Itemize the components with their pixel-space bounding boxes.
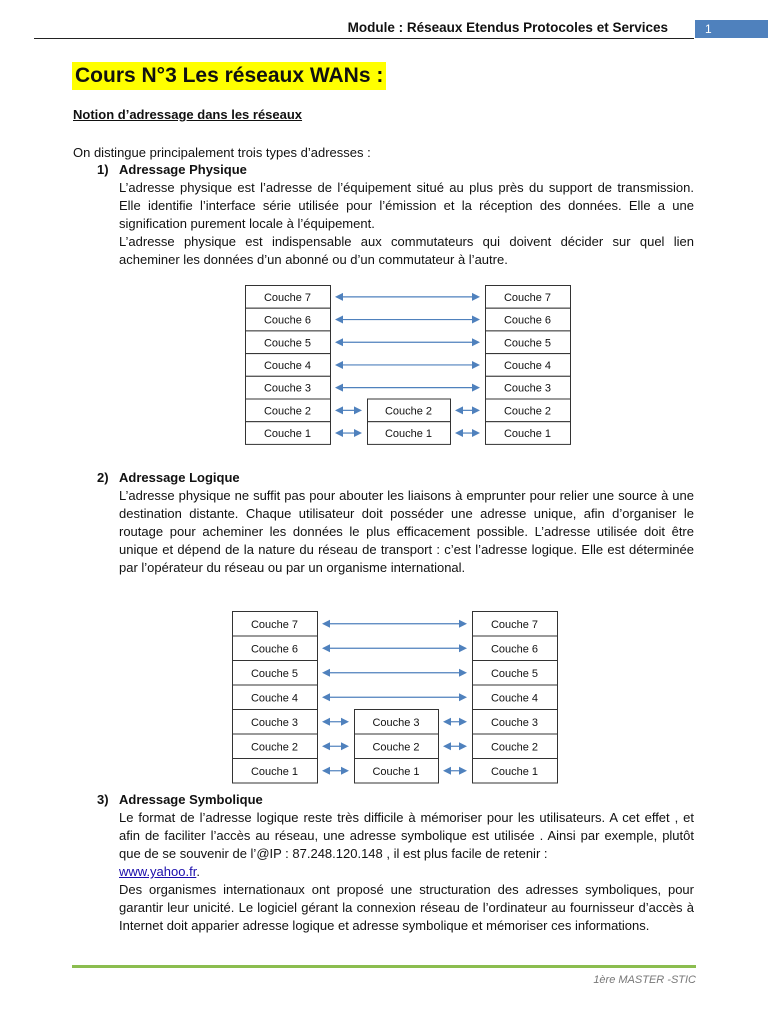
end-to-end-arrow <box>335 316 480 324</box>
link-suffix: . <box>196 864 200 879</box>
page-number: 1 <box>695 20 768 38</box>
end-to-end-arrow <box>335 338 480 346</box>
end-to-end-arrow <box>335 361 480 369</box>
left-layer-label: Couche 3 <box>250 716 299 729</box>
left-layer-label: Couche 4 <box>250 692 299 705</box>
heading-logique <box>97 469 240 487</box>
heading-label: Adressage Logique <box>119 470 240 485</box>
physique-paragraph-1: L’adresse physique est l’adresse de l’équipement situé au plus près du support de transmission. Elle identifie l’interface série utilisée pour l’émission et la réception des données. Elle a une signification purement locale à l’équipement. <box>119 180 694 231</box>
symbolique-text: Le format de l’adresse logique reste très difficile à mémoriser pour les utilisateurs. A cet effet , et afin de faciliter l’accès au réseau, une adresse symbolique est utilisée . Ainsi par exemple, plutôt que de se souvenir de l’@IP : 87.248.120.148 , il est plus facile de retenir : <box>119 810 694 861</box>
page-title: Cours N°3 Les réseaux WANs : <box>72 62 386 90</box>
end-to-end-arrow <box>322 693 467 701</box>
left-layer-label: Couche 6 <box>263 314 312 327</box>
left-layer-label: Couche 3 <box>263 382 312 395</box>
section-title: Notion d’adressage dans les réseaux <box>73 107 303 122</box>
heading-number: 2) <box>97 470 109 485</box>
left-layer-label: Couche 4 <box>263 359 312 372</box>
intro-text: On distingue principalement trois types d’adresses : <box>73 145 371 160</box>
diagram-physical-addressing <box>245 285 575 451</box>
heading-number: 3) <box>97 792 109 807</box>
right-layer-label: Couche 3 <box>490 716 539 729</box>
middle-to-right-arrow <box>455 406 480 414</box>
middle-to-right-arrow <box>443 767 467 775</box>
left-layer-label: Couche 1 <box>263 428 312 441</box>
right-layer-label: Couche 6 <box>503 314 552 327</box>
middle-to-right-arrow <box>455 429 480 437</box>
right-layer-label: Couche 3 <box>503 382 552 395</box>
right-layer-label: Couche 1 <box>490 765 539 778</box>
right-layer-label: Couche 5 <box>490 667 539 680</box>
left-layer-label: Couche 5 <box>250 667 299 680</box>
footer-rule <box>72 965 696 968</box>
left-to-middle-arrow <box>322 718 349 726</box>
middle-to-right-arrow <box>443 718 467 726</box>
left-to-middle-arrow <box>335 406 362 414</box>
left-layer-label: Couche 2 <box>250 741 299 754</box>
end-to-end-arrow <box>322 644 467 652</box>
left-layer-label: Couche 7 <box>263 291 312 304</box>
end-to-end-arrow <box>322 620 467 628</box>
right-layer-label: Couche 4 <box>490 692 539 705</box>
middle-layer-label: Couche 3 <box>372 716 420 729</box>
right-layer-label: Couche 7 <box>503 291 552 304</box>
physique-paragraph-2: L’adresse physique est indispensable aux commutateurs qui doivent décider sur quel lien acheminer les données d’un abonné ou d’un commutateur à l’autre. <box>119 234 694 267</box>
footer-text: 1ère MASTER -STIC <box>593 974 696 986</box>
heading-number: 1) <box>97 162 109 177</box>
right-layer-label: Couche 2 <box>490 741 539 754</box>
right-layer-label: Couche 2 <box>503 405 552 418</box>
end-to-end-arrow <box>322 669 467 677</box>
right-layer-label: Couche 5 <box>503 337 552 350</box>
header-rule <box>34 38 694 39</box>
heading-symbolique <box>97 791 263 809</box>
heading-label: Adressage Physique <box>119 162 247 177</box>
middle-layer-label: Couche 1 <box>384 428 433 441</box>
left-layer-label: Couche 5 <box>263 337 312 350</box>
heading-physique <box>97 161 247 179</box>
heading-label: Adressage Symbolique <box>119 792 263 807</box>
right-layer-label: Couche 1 <box>503 428 552 441</box>
symbolique-paragraph-1 <box>119 809 694 881</box>
left-layer-label: Couche 1 <box>250 765 299 778</box>
middle-layer-label: Couche 2 <box>384 405 433 418</box>
left-to-middle-arrow <box>335 429 362 437</box>
left-layer-label: Couche 7 <box>250 618 299 631</box>
left-to-middle-arrow <box>322 767 349 775</box>
diagram-logical-addressing <box>232 611 562 789</box>
left-layer-label: Couche 2 <box>263 405 312 418</box>
symbolique-paragraph-2: Des organismes internationaux ont proposé une structuration des adresses symboliques, pour garantir leur unicité. Le logiciel gérant la connexion réseau de l’ordinateur au fournisseur d’accès à Internet doit apparier adresse logique et adresse symbolique et mémoriser ces informations. <box>119 882 694 933</box>
right-layer-label: Couche 7 <box>490 618 539 631</box>
end-to-end-arrow <box>335 293 480 301</box>
end-to-end-arrow <box>335 384 480 392</box>
logique-paragraph: L’adresse physique ne suffit pas pour abouter les liaisons à emprunter pour relier une source à une destination distante. Chaque utilisateur doit posséder une adresse unique, afin d’organiser le routage pour acheminer les données le plus efficacement possible. L’adresse utilisée doit être unique et dépend de la nature du réseau de transport : c’est l’adresse logique. Elle est déterminée par l’opérateur du réseau ou par un organisme international. <box>119 488 694 575</box>
yahoo-link[interactable]: www.yahoo.fr <box>119 864 197 879</box>
middle-to-right-arrow <box>443 742 467 750</box>
right-layer-label: Couche 4 <box>503 359 552 372</box>
left-layer-label: Couche 6 <box>250 643 299 656</box>
left-to-middle-arrow <box>322 742 349 750</box>
right-layer-label: Couche 6 <box>490 643 539 656</box>
middle-layer-label: Couche 1 <box>372 765 420 778</box>
middle-layer-label: Couche 2 <box>372 741 420 754</box>
module-title: Module : Réseaux Etendus Protocoles et Services <box>347 20 668 35</box>
